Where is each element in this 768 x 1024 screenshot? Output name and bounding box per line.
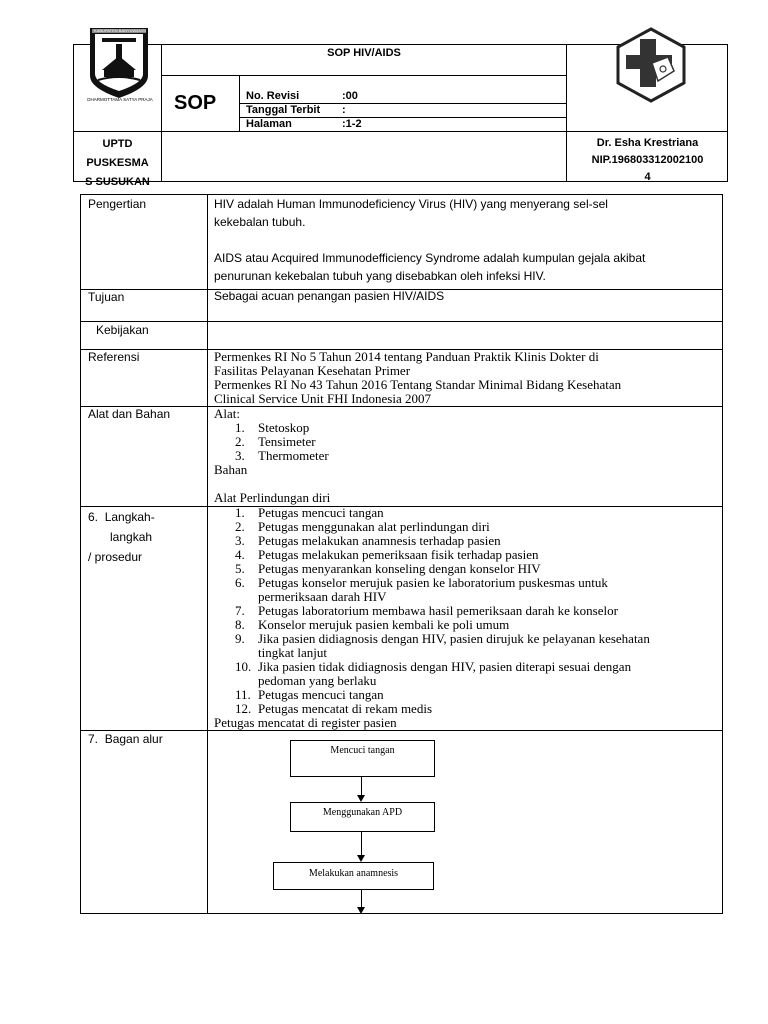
row-divider	[81, 321, 723, 322]
step-item	[214, 688, 719, 702]
regency-logo	[88, 26, 150, 106]
label-text: / prosedur	[88, 550, 143, 564]
flow-box-melakukan-anamnesis	[273, 862, 434, 890]
label-alat-bahan: Alat dan Bahan	[88, 407, 171, 421]
arrow-down-icon	[357, 855, 365, 862]
step-text: Petugas laboratorium membawa hasil pemeriksaan darah ke konselor	[258, 603, 618, 618]
step-text: Jika pasien tidak didiagnosis dengan HIV, pasien diterapi sesuai dengan	[258, 659, 632, 674]
step-number: 3.	[235, 533, 245, 548]
step-item	[214, 520, 719, 534]
step-text: Petugas melakukan anamnesis terhadap pasien	[258, 533, 501, 548]
logo-caption-bottom: DHARMOTTAMA SATYA PRAJA	[87, 97, 153, 102]
meta-tanggal-value: :	[342, 104, 346, 116]
referensi-text	[214, 350, 621, 406]
bahan-heading: Bahan	[214, 462, 248, 477]
step-number: 4.	[235, 547, 245, 562]
reference-line: Fasilitas Pelayanan Kesehatan Primer	[214, 363, 411, 378]
step-item	[214, 660, 719, 688]
step-text: Petugas menggunakan alat perlindungan diri	[258, 519, 490, 534]
divider	[161, 45, 162, 182]
alat-list	[214, 421, 714, 463]
sop-header	[73, 28, 728, 188]
text-line: HIV adalah Human Immunodeficiency Virus (HIV) yang menyerang sel-sel	[214, 197, 608, 211]
flow-box-mencuci-tangan	[290, 740, 435, 777]
step-item	[214, 534, 719, 548]
label-langkah	[88, 507, 155, 567]
label-number: 7.	[88, 732, 99, 746]
step-text: Petugas menyarankan konseling dengan konselor HIV	[258, 561, 541, 576]
label-kebijakan: Kebijakan	[96, 323, 149, 337]
step-text: Konselor merujuk pasien kembali ke poli umum	[258, 617, 510, 632]
meta-revisi-value: :00	[342, 90, 358, 102]
meta-halaman-value: :1-2	[342, 118, 362, 130]
sop-label: SOP	[174, 92, 217, 114]
arrow-down-icon	[357, 907, 365, 914]
step-number: 11.	[235, 687, 251, 702]
list-item: 3. Thermometer	[235, 448, 329, 463]
column-divider	[207, 195, 208, 914]
label-referensi: Referensi	[88, 350, 140, 364]
step-item	[214, 604, 719, 618]
org-line: UPTD	[102, 138, 133, 150]
label-bagan	[88, 732, 163, 746]
step-item	[214, 562, 719, 576]
step-number: 7.	[235, 603, 245, 618]
divider	[161, 75, 567, 76]
puskesmas-logo	[612, 25, 690, 105]
label-text: Bagan alur	[104, 732, 163, 746]
text-line: penurunan kekebalan tubuh yang disebabkan oleh infeksi HIV.	[214, 269, 546, 283]
step-list	[214, 506, 719, 716]
label-number: 6.	[88, 510, 99, 524]
alat-heading: Alat:	[214, 406, 240, 421]
list-item: 2. Tensimeter	[235, 434, 316, 449]
label-pengertian: Pengertian	[88, 197, 147, 211]
meta-halaman-label: Halaman	[246, 118, 292, 130]
flow-connector	[361, 777, 362, 796]
sop-content-table	[80, 194, 723, 914]
step-text: tingkat lanjut	[258, 645, 327, 660]
meta-revisi-label: No. Revisi	[246, 90, 300, 102]
text-line: AIDS atau Acquired Immunodefficiency Syndrome adalah kumpulan gejala akibat	[214, 251, 646, 265]
step-number: 9.	[235, 631, 245, 646]
divider	[74, 131, 728, 132]
step-text: Petugas konselor merujuk pasien ke laboratorium puskesmas untuk	[258, 575, 608, 590]
step-item	[214, 618, 719, 632]
step-text: Petugas melakukan pemeriksaan fisik terhadap pasien	[258, 547, 539, 562]
label-text: Langkah-	[104, 510, 155, 524]
meta-tanggal-label: Tanggal Terbit	[246, 104, 321, 116]
label-text: langkah	[110, 530, 153, 544]
step-item	[214, 576, 719, 604]
step-text: Petugas mencuci tangan	[258, 687, 384, 702]
page-title: SOP HIV/AIDS	[327, 47, 401, 59]
org-line: S SUSUKAN	[85, 176, 150, 188]
alat-bahan-text	[214, 407, 714, 505]
logo-caption-top: KABUPATEN BANYUWANGI	[94, 28, 146, 33]
organization-name	[74, 135, 161, 192]
signer-name: Dr. Esha Krestriana	[596, 137, 699, 149]
step-text: pedoman yang berlaku	[258, 673, 377, 688]
reference-line: Permenkes RI No 5 Tahun 2014 tentang Panduan Praktik Klinis Dokter di	[214, 349, 599, 364]
flow-box-label: Mencuci tangan	[330, 745, 395, 756]
step-number: 6.	[235, 575, 245, 590]
step-item	[214, 702, 719, 716]
step-number: 10.	[235, 659, 252, 674]
text-line: kekebalan tubuh.	[214, 215, 306, 229]
step-text: Petugas mencatat di rekam medis	[258, 701, 433, 716]
flow-box-label: Menggunakan APD	[322, 807, 403, 818]
step-number: 8.	[235, 617, 245, 632]
step-text: permeriksaan darah HIV	[258, 589, 387, 604]
step-number: 12.	[235, 701, 252, 716]
signer-nip: NIP.196803312002100	[591, 154, 704, 166]
step-number: 2.	[235, 519, 245, 534]
step-item	[214, 506, 719, 520]
step-item	[214, 632, 719, 660]
apd-line: Alat Perlindungan diri	[214, 490, 331, 505]
step-number: 5.	[235, 561, 245, 576]
pengertian-text	[214, 195, 645, 285]
step-item	[214, 548, 719, 562]
reference-line: Permenkes RI No 43 Tahun 2016 Tentang Standar Minimal Bidang Kesehatan	[214, 377, 622, 392]
label-tujuan: Tujuan	[88, 290, 125, 304]
step-number: 1.	[235, 505, 245, 520]
step-text: Petugas mencuci tangan	[258, 505, 384, 520]
reference-line: Clinical Service Unit FHI Indonesia 2007	[214, 391, 431, 406]
list-item: 1. Stetoskop	[235, 420, 310, 435]
flow-box-menggunakan-apd	[290, 802, 435, 832]
closing-line: Petugas mencatat di register pasien	[214, 715, 397, 730]
row-divider	[81, 730, 723, 731]
arrow-down-icon	[357, 795, 365, 802]
flow-connector	[361, 832, 362, 856]
step-text: Jika pasien didiagnosis dengan HIV, pasien dirujuk ke pelayanan kesehatan	[258, 631, 650, 646]
flow-connector	[361, 890, 362, 908]
flow-box-label: Melakukan anamnesis	[308, 868, 399, 879]
signer-nip-continued: 4	[644, 171, 651, 183]
langkah-steps	[214, 506, 719, 730]
tujuan-text: Sebagai acuan penangan pasien HIV/AIDS	[214, 289, 445, 303]
org-line: PUSKESMA	[86, 157, 149, 169]
signer-block	[567, 135, 728, 186]
